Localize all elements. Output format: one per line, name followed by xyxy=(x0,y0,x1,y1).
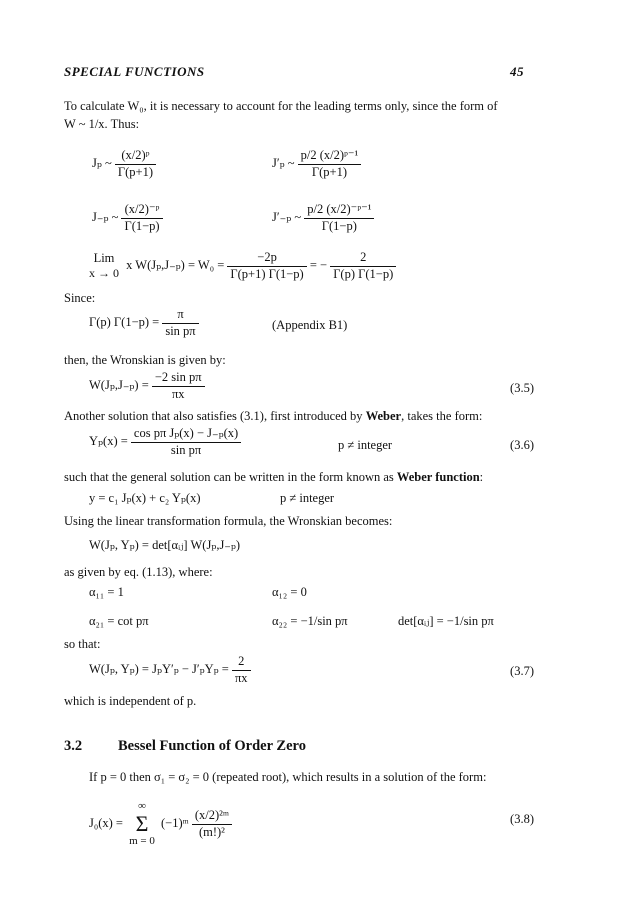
eq-3-5-num: −2 sin pπ xyxy=(152,370,205,387)
eq-limit-f2-den: Γ(p) Γ(1−p) xyxy=(333,266,394,281)
eq-3-7-lhs: W(Jₚ, Yₚ) = JₚY′ₚ − J′ₚYₚ = xyxy=(89,662,229,676)
page-number: 45 xyxy=(510,64,524,79)
eq-3-8-den: (m!)² xyxy=(198,824,225,839)
eq-jmpprime-den: Γ(1−p) xyxy=(321,218,357,233)
eq-3-6-lhs: Yₚ(x) = xyxy=(89,434,128,448)
eq-3-5-lhs: W(Jₚ,J₋ₚ) = xyxy=(89,378,149,392)
eq-jmp-num: (x/2)⁻ᵖ xyxy=(121,202,162,219)
eq-3-5 xyxy=(89,370,205,402)
eq-3-8-fraction xyxy=(192,808,232,840)
section-title: Bessel Function of Order Zero xyxy=(118,738,306,754)
eq-limit-mid: = − xyxy=(309,258,328,272)
general-text-post: : xyxy=(479,470,484,484)
eq-general-solution: y = c₁ Jₚ(x) + c₂ Yₚ(x) xyxy=(89,491,201,505)
eq-limit-fraction-1 xyxy=(227,250,306,282)
eq-jmp-den: Γ(1−p) xyxy=(124,218,160,233)
eq-jmp-asymptotic xyxy=(92,202,163,234)
eq-3-5-den: πx xyxy=(171,386,185,401)
eq-limit-lhs: x W(Jₚ,J₋ₚ) = W₀ = xyxy=(126,258,225,272)
eq-jp-asymptotic xyxy=(92,148,156,180)
section-number: 3.2 xyxy=(64,738,83,754)
eq-jpprime-lhs: J′ₚ ~ xyxy=(272,156,295,170)
eq-3-6-fraction xyxy=(131,426,241,458)
eq-general-condition: p ≠ integer xyxy=(280,491,335,505)
since-label: Since: xyxy=(64,291,96,305)
eq-jmpprime-fraction xyxy=(304,202,374,234)
eq-reflection-fraction xyxy=(162,307,198,339)
eq-limit-lim: Lim xyxy=(93,251,115,266)
alpha-22: α₂₂ = −1/sin pπ xyxy=(272,614,348,628)
eq-limit xyxy=(89,250,396,282)
intro-line-1: To calculate W₀, it is necessary to account for the leading terms only, since the form of xyxy=(64,99,498,113)
eq-reflection xyxy=(89,307,199,339)
eq-limit-f2-num: 2 xyxy=(330,250,396,267)
eq-limit-operator xyxy=(89,251,119,280)
eq-limit-fraction-2 xyxy=(330,250,396,282)
eq-jmp-lhs: J₋ₚ ~ xyxy=(92,210,119,224)
eq-jpprime-fraction xyxy=(298,148,362,180)
eq-3-8-lhs: J₀(x) = xyxy=(89,816,123,831)
eq-3-7-num: 2 xyxy=(232,654,251,671)
eq-limit-f1-num: −2p xyxy=(227,250,306,267)
eq-reflection-lhs: Γ(p) Γ(1−p) = xyxy=(89,315,160,329)
appendix-reference: (Appendix B1) xyxy=(272,318,348,332)
wronskian-text: then, the Wronskian is given by: xyxy=(64,353,226,367)
eq-3-7-den: πx xyxy=(234,670,248,685)
eq-3-6-condition: p ≠ integer xyxy=(338,438,393,452)
alpha-determinant: det[αᵢⱼ] = −1/sin pπ xyxy=(398,614,494,628)
sum-upper-limit: ∞ xyxy=(138,800,146,812)
intro-line-2: W ~ 1/x. Thus: xyxy=(64,117,140,131)
eq-reflection-num: π xyxy=(162,307,198,324)
running-header-title: SPECIAL FUNCTIONS xyxy=(64,64,205,79)
eq-jmpprime-lhs: J′₋ₚ ~ xyxy=(272,210,302,224)
linear-text: Using the linear transformation formula, the Wronskian becomes: xyxy=(64,514,393,528)
eq-jmpprime-asymptotic xyxy=(272,202,374,234)
eq-number-3-8: (3.8) xyxy=(510,812,534,826)
eq-jp-lhs: Jₚ ~ xyxy=(92,156,112,170)
eq-3-8-num: (x/2)²ᵐ xyxy=(192,808,232,825)
independence-text: which is independent of p. xyxy=(64,694,197,708)
weber-text xyxy=(64,409,482,424)
weber-text-post: , takes the form: xyxy=(401,409,483,423)
eq-reflection-den: sin pπ xyxy=(165,323,196,338)
eq-number-3-6: (3.6) xyxy=(510,438,534,452)
eq-linear-transform: W(Jₚ, Yₚ) = det[αᵢⱼ] W(Jₚ,J₋ₚ) xyxy=(89,538,241,552)
eq-3-8-term: (−1)ᵐ xyxy=(161,816,189,831)
eq-limit-f1-den: Γ(p+1) Γ(1−p) xyxy=(230,266,304,281)
eq-jpprime-asymptotic xyxy=(272,148,361,180)
general-text-bold: Weber function xyxy=(396,470,480,484)
eq-3-6-den: sin pπ xyxy=(170,442,202,457)
eq-number-3-5: (3.5) xyxy=(510,381,534,395)
eq-3-7-fraction xyxy=(232,654,251,686)
alpha-12: α₁₂ = 0 xyxy=(272,585,307,599)
eq-jmpprime-num: p/2 (x/2)⁻ᵖ⁻¹ xyxy=(304,202,374,219)
sum-symbol: Σ xyxy=(135,811,149,837)
section-text: If p = 0 then σ₁ = σ₂ = 0 (repeated root), which results in a solution of the form: xyxy=(89,770,487,784)
eq-jp-fraction xyxy=(115,148,156,180)
eq-number-3-7: (3.7) xyxy=(510,664,534,678)
eq-limit-sub: x → 0 xyxy=(89,266,119,281)
eq-jpprime-num: p/2 (x/2)ᵖ⁻¹ xyxy=(298,148,362,165)
general-text-pre: such that the general solution can be written in the form known as xyxy=(64,470,397,484)
eq-3-8 xyxy=(89,800,232,848)
eq-3-5-fraction xyxy=(152,370,205,402)
general-text xyxy=(64,470,483,485)
eq-jp-num: (x/2)ᵖ xyxy=(115,148,156,165)
eq-jmp-fraction xyxy=(121,202,162,234)
summation-operator xyxy=(129,800,155,848)
alpha-11: α₁₁ = 1 xyxy=(89,585,124,599)
eq-jp-den: Γ(p+1) xyxy=(117,164,153,179)
eq-3-6-num: cos pπ Jₚ(x) − J₋ₚ(x) xyxy=(131,426,241,443)
eq-3-7 xyxy=(89,654,251,686)
sothat-label: so that: xyxy=(64,637,101,651)
eq-jpprime-den: Γ(p+1) xyxy=(311,164,347,179)
eq-3-6 xyxy=(89,426,241,458)
given-text: as given by eq. (1.13), where: xyxy=(64,565,213,579)
weber-text-pre: Another solution that also satisfies (3.1), first introduced by xyxy=(64,409,366,423)
alpha-21: α₂₁ = cot pπ xyxy=(89,614,149,628)
sum-lower-limit: m = 0 xyxy=(129,835,155,848)
weber-text-bold: Weber xyxy=(365,409,402,423)
